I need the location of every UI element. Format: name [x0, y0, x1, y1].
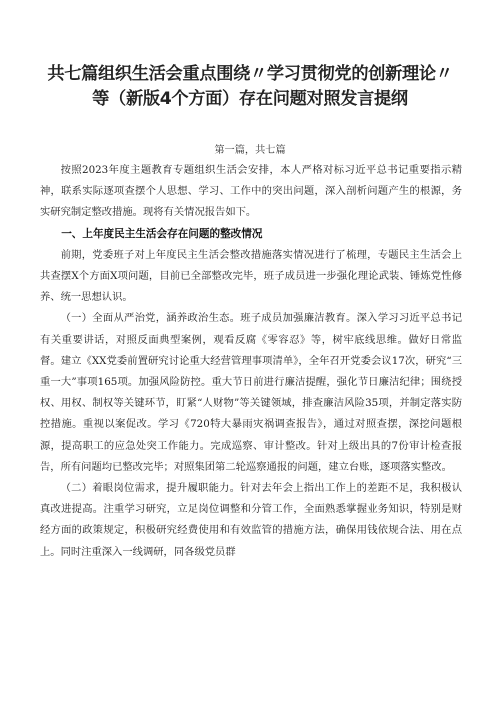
title-line-2: 等（新版4个方面）存在问题对照发言提纲: [92, 89, 408, 109]
document-subtitle: 第一篇，共七篇: [214, 145, 286, 156]
section-paragraph-2: （一）全面从严治党，涵养政治生态。班子成员加强廉洁教育。深入学习习近平总书记有关重要讲话，对照反面典型案例，观看反腐《零容忍》等，树牢底线思维。做好日常监督。建立《XX党委前置研究讨论重大经营管理事项清单》，全年召开党委会议17次，研究“三重一大”事项165项。加强风险防控。重大节日前进行廉洁提醒，强化节日廉洁纪律；围绕授权、用权、制权等关键环节，盯紧“人财物”等关键领域，排查廉洁风险35项，并制定落实防控措施。重视以案促改。学习《720特大暴雨灾祸调查报告》，通过对照查摆，深挖问题根源，提高职工的应急处突工作能力。完成巡察、审计整改。针对上级出具的7份审计检查报告，所有问题均已整改完毕；对照集团第二轮巡察通报的问题，建立台账，逐项落实整改。: [40, 312, 462, 473]
document-body: [40, 160, 462, 563]
section-paragraph-3: （二）着眼岗位需求，提升履职能力。针对去年会上指出工作上的差距不足，我积极认真改进提高。注重学习研究，立足岗位调整和分管工作，全面熟悉掌握业务知识，特别是财经方面的政策规定，积极研究经费使用和有效监管的措施方法，确保用钱依规合法、用在点上。同时注重深入一线调研，同各级党员群: [40, 482, 462, 558]
title-line-1: 共七篇组织生活会重点围绕〃学习贯彻党的创新理论〃: [47, 64, 453, 84]
section-paragraph-1: 前期，党委班子对上年度民主生活会整改措施落实情况进行了梳理，专题民主生活会上共查摆X个方面X项问题，目前已全部整改完毕，班子成员进一步强化理论武装、锤炼党性修养、统一思想认识。: [40, 248, 462, 304]
intro-paragraph: 按照2023年度主题教育专题组织生活会安排，本人严格对标习近平总书记重要指示精神，联系实际逐项查摆个人思想、学习、工作中的突出问题，深入剖析问题产生的根源，务实研究制定整改措施。现将有关情况报告如下。: [40, 164, 462, 219]
section-heading: 一、上年度民主生活会存在问题的整改情况: [61, 227, 263, 240]
document-title: [38, 62, 462, 112]
